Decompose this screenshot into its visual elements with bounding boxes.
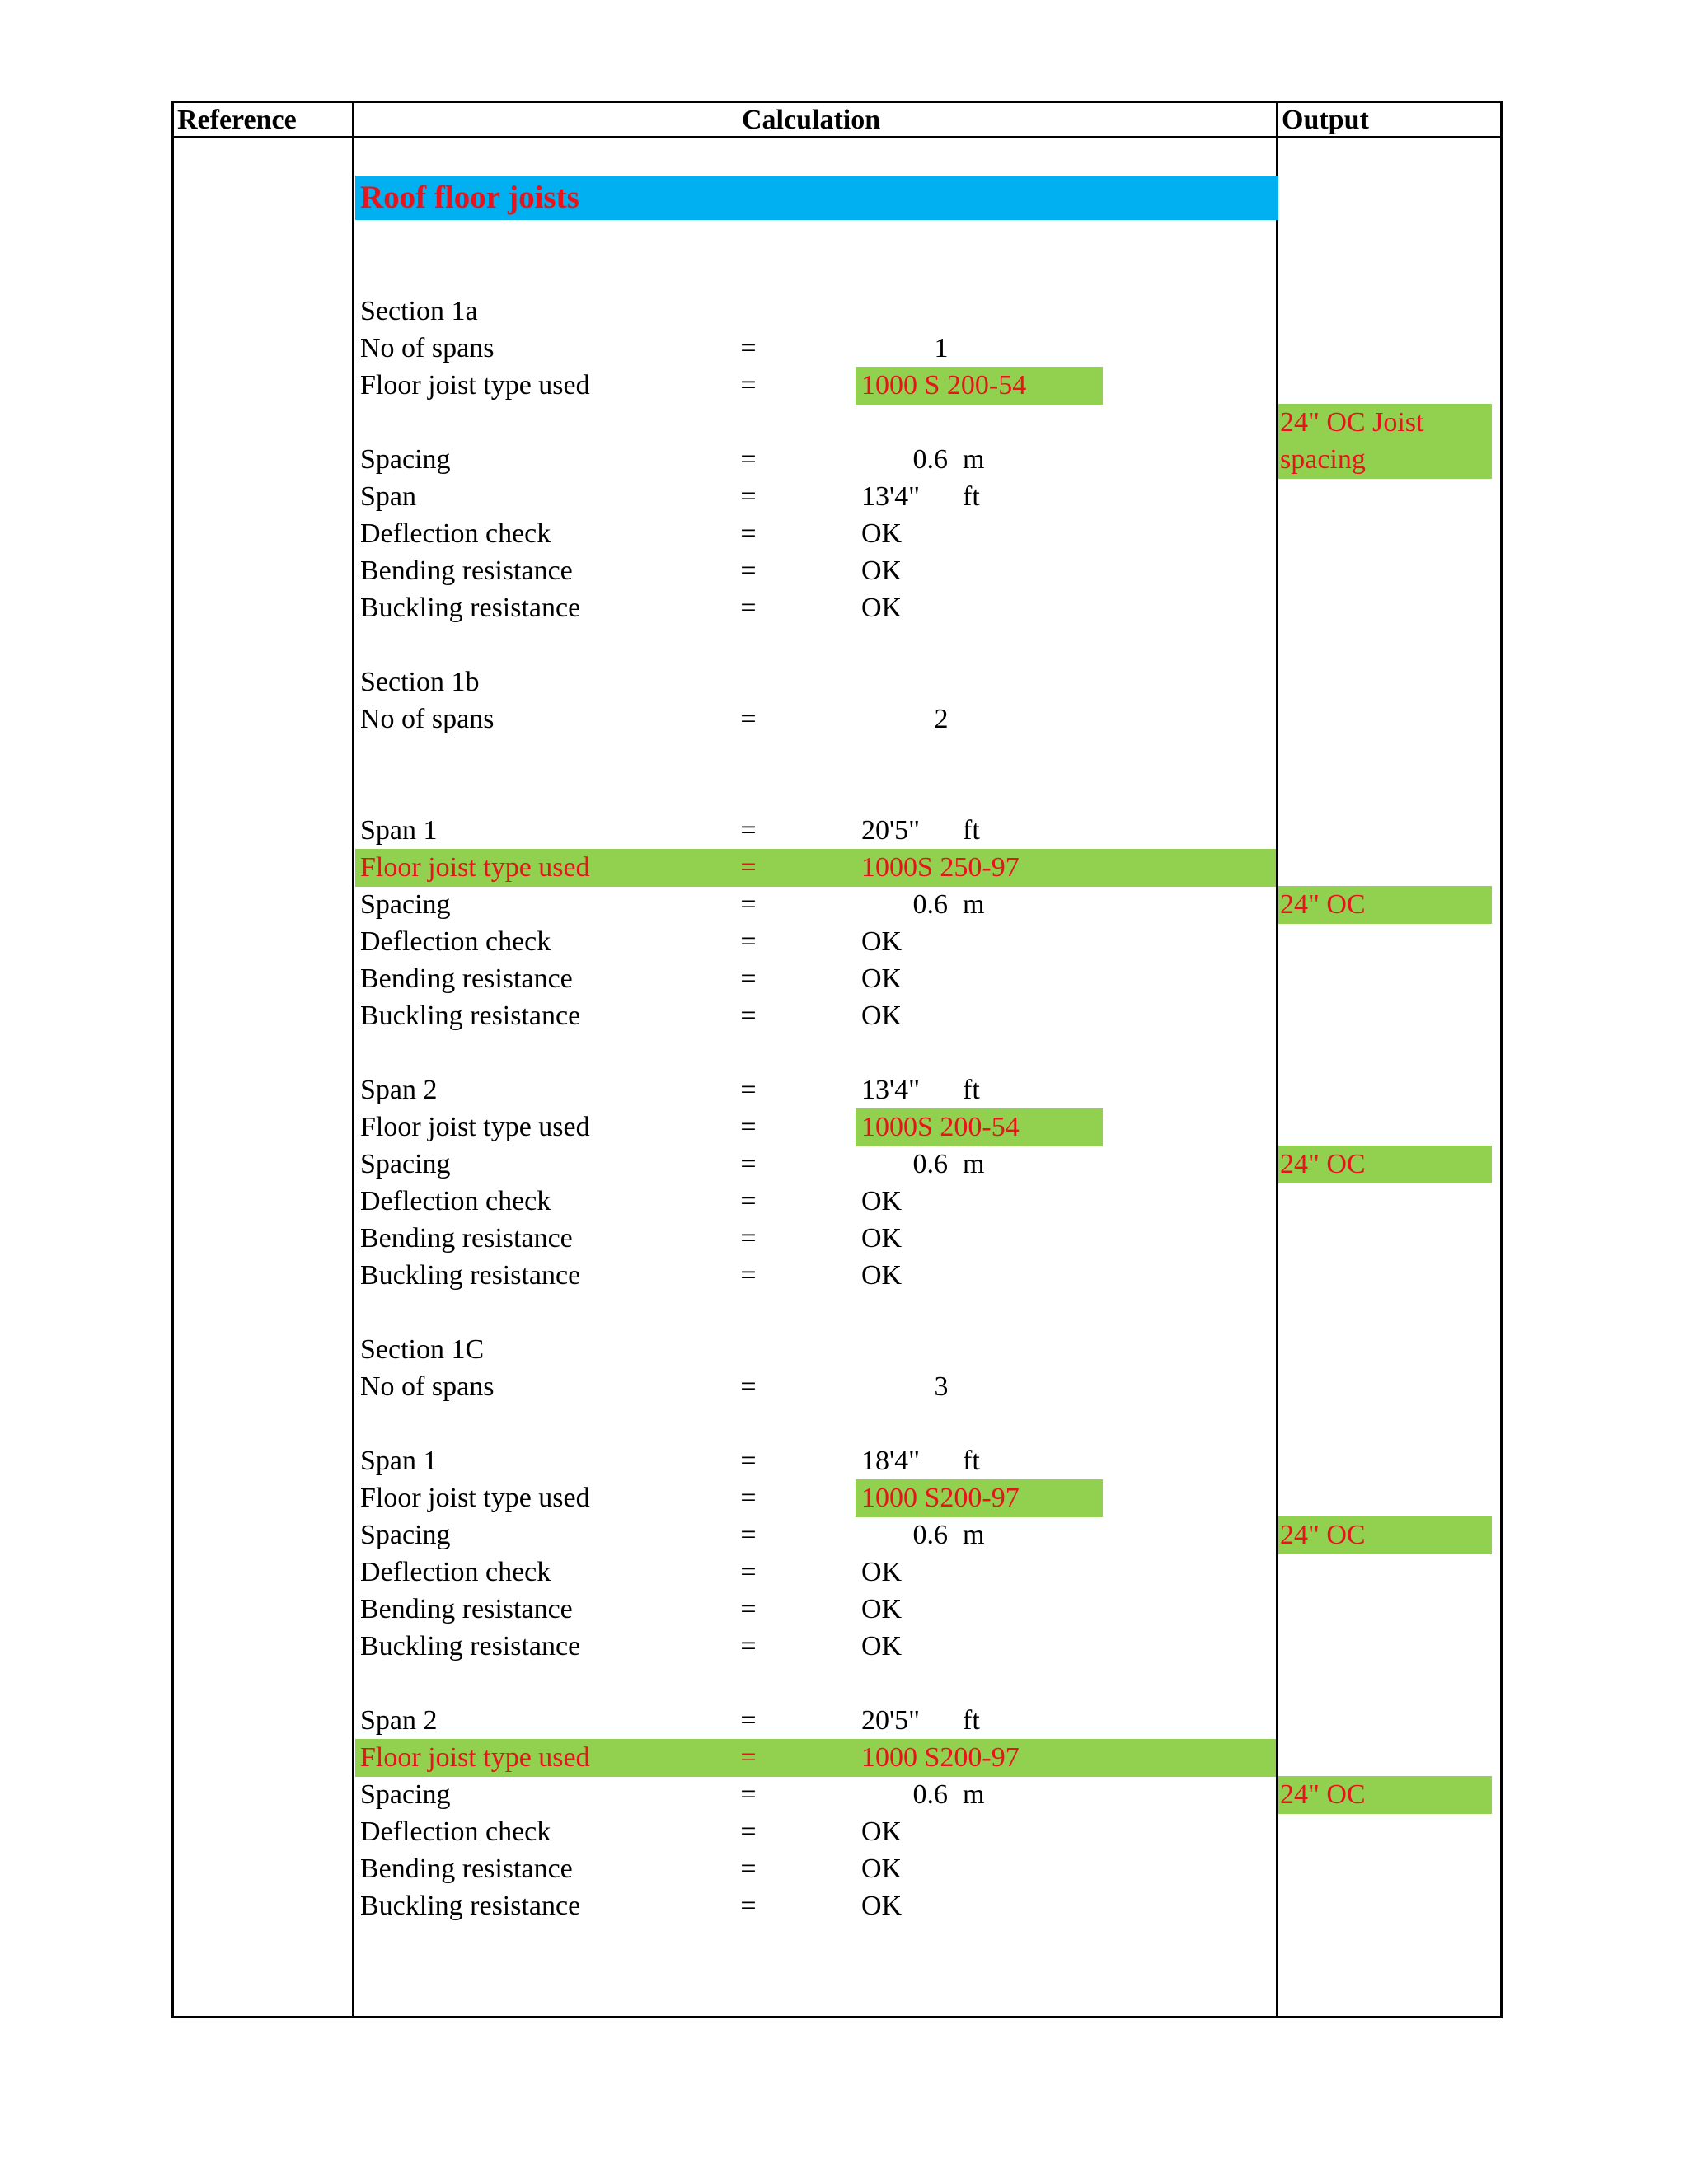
section-1b-span1-deflection-label: Deflection check [360,926,551,957]
section-1b-span1-type-label: Floor joist type used [360,852,590,883]
section-1c-span1-deflection-value: OK [861,1557,903,1587]
reference-column-divider [352,101,354,2018]
section-1c-span1-value: 18'4" [861,1446,921,1476]
section-1c-span2-deflection-value: OK [861,1816,903,1847]
unit-feet: ft [963,481,980,512]
section-1a-bending-value: OK [861,555,903,586]
section-1c-span1-deflection-label: Deflection check [360,1557,551,1587]
equals-sign: = [740,1186,757,1216]
equals-sign: = [740,1520,757,1550]
equals-sign: = [740,1779,757,1810]
section-1b-span2-spacing-value: 0.6 [912,1149,948,1179]
section-1c-span1-buckling-value: OK [861,1631,903,1661]
section-1c-span1-bending-value: OK [861,1594,903,1624]
section-title: Roof floor joists [360,180,579,215]
section-1c-span1-spacing-value: 0.6 [912,1520,948,1550]
section-1b-span2-buckling-value: OK [861,1260,903,1291]
unit-meters: m [963,1520,985,1550]
section-1b-span1-type-value: 1000S 250-97 [861,852,1020,883]
section-1b-span2-output: 24" OC [1280,1149,1366,1179]
output-header: Output [1282,105,1369,135]
section-1c-span2-label: Span 2 [360,1705,438,1736]
section-1b-span2-spacing-label: Spacing [360,1149,451,1179]
section-1a-output-line1: 24" OC Joist [1280,407,1424,438]
section-1c-span2-buckling-value: OK [861,1891,903,1921]
equals-sign: = [740,333,757,363]
section-1c-span2-spacing-value: 0.6 [912,1779,948,1810]
section-1b-no-spans-label: No of spans [360,704,495,734]
unit-feet: ft [963,1705,980,1736]
equals-sign: = [740,1446,757,1476]
section-1b-span2-bending-label: Bending resistance [360,1223,573,1254]
section-1c-span1-type-label: Floor joist type used [360,1483,590,1513]
unit-feet: ft [963,1446,980,1476]
equals-sign: = [740,555,757,586]
section-1a-spacing-value: 0.6 [912,444,948,475]
section-1b-heading: Section 1b [360,667,480,697]
section-1b-span2-type-label: Floor joist type used [360,1112,590,1142]
section-1c-heading: Section 1C [360,1334,485,1365]
section-1b-span1-value: 20'5" [861,815,921,846]
output-column-divider [1276,101,1278,2018]
equals-sign: = [740,1557,757,1587]
section-1c-no-spans-value: 3 [934,1371,949,1402]
reference-header: Reference [177,105,297,135]
section-1c-span2-type-label: Floor joist type used [360,1742,590,1773]
section-1b-span1-spacing-label: Spacing [360,889,451,920]
equals-sign: = [740,593,757,623]
equals-sign: = [740,1075,757,1105]
section-1b-span1-buckling-label: Buckling resistance [360,1001,581,1031]
section-1c-span1-label: Span 1 [360,1446,438,1476]
section-1c-span1-buckling-label: Buckling resistance [360,1631,581,1661]
section-1a-spacing-label: Spacing [360,444,451,475]
equals-sign: = [740,1112,757,1142]
equals-sign: = [740,1631,757,1661]
equals-sign: = [740,704,757,734]
section-1a-no-spans-value: 1 [934,333,949,363]
calculation-header: Calculation [742,105,881,135]
equals-sign: = [740,370,757,401]
equals-sign: = [740,1371,757,1402]
section-1b-span2-buckling-label: Buckling resistance [360,1260,581,1291]
section-1b-span2-bending-value: OK [861,1223,903,1254]
section-1a-type-value: 1000 S 200-54 [861,370,1027,401]
section-1c-span1-output: 24" OC [1280,1520,1366,1550]
unit-feet: ft [963,815,980,846]
section-1c-span2-bending-value: OK [861,1854,903,1884]
section-1a-output-line2: spacing [1280,444,1366,475]
equals-sign: = [740,481,757,512]
section-1a-deflection-label: Deflection check [360,518,551,549]
unit-meters: m [963,444,985,475]
section-1b-span1-bending-label: Bending resistance [360,963,573,994]
section-1b-span1-buckling-value: OK [861,1001,903,1031]
section-1b-span1-spacing-value: 0.6 [912,889,948,920]
section-1b-no-spans-value: 2 [934,704,949,734]
equals-sign: = [740,1149,757,1179]
equals-sign: = [740,518,757,549]
equals-sign: = [740,1742,757,1773]
unit-meters: m [963,1779,985,1810]
equals-sign: = [740,815,757,846]
section-1c-span2-value: 20'5" [861,1705,921,1736]
section-1c-span2-output: 24" OC [1280,1779,1366,1810]
section-1b-span1-deflection-value: OK [861,926,903,957]
equals-sign: = [740,889,757,920]
section-1c-span1-spacing-label: Spacing [360,1520,451,1550]
section-1c-span2-type-value: 1000 S200-97 [861,1742,1020,1773]
unit-meters: m [963,889,985,920]
section-1c-span2-buckling-label: Buckling resistance [360,1891,581,1921]
equals-sign: = [740,1594,757,1624]
section-1a-heading: Section 1a [360,296,478,326]
section-1c-span2-spacing-label: Spacing [360,1779,451,1810]
equals-sign: = [740,1001,757,1031]
section-1a-type-label: Floor joist type used [360,370,590,401]
equals-sign: = [740,1891,757,1921]
section-1a-span-label: Span [360,481,416,512]
equals-sign: = [740,1705,757,1736]
equals-sign: = [740,1223,757,1254]
section-1a-span-value: 13'4" [861,481,921,512]
section-1b-span2-type-value: 1000S 200-54 [861,1112,1020,1142]
section-1a-no-spans-label: No of spans [360,333,495,363]
equals-sign: = [740,1816,757,1847]
section-1b-span2-deflection-label: Deflection check [360,1186,551,1216]
equals-sign: = [740,1854,757,1884]
equals-sign: = [740,1483,757,1513]
unit-meters: m [963,1149,985,1179]
equals-sign: = [740,963,757,994]
section-1b-span1-bending-value: OK [861,963,903,994]
unit-feet: ft [963,1075,980,1105]
section-1c-no-spans-label: No of spans [360,1371,495,1402]
section-1c-span2-bending-label: Bending resistance [360,1854,573,1884]
section-1b-span2-deflection-value: OK [861,1186,903,1216]
equals-sign: = [740,926,757,957]
section-1b-span1-output: 24" OC [1280,889,1366,920]
section-1b-span1-label: Span 1 [360,815,438,846]
equals-sign: = [740,1260,757,1291]
section-1c-span2-deflection-label: Deflection check [360,1816,551,1847]
section-1b-span2-value: 13'4" [861,1075,921,1105]
section-1a-deflection-value: OK [861,518,903,549]
equals-sign: = [740,852,757,883]
section-1c-span1-bending-label: Bending resistance [360,1594,573,1624]
section-1a-buckling-value: OK [861,593,903,623]
equals-sign: = [740,444,757,475]
section-1a-bending-label: Bending resistance [360,555,573,586]
section-1a-buckling-label: Buckling resistance [360,593,581,623]
section-1c-span1-type-value: 1000 S200-97 [861,1483,1020,1513]
section-1b-span2-label: Span 2 [360,1075,438,1105]
